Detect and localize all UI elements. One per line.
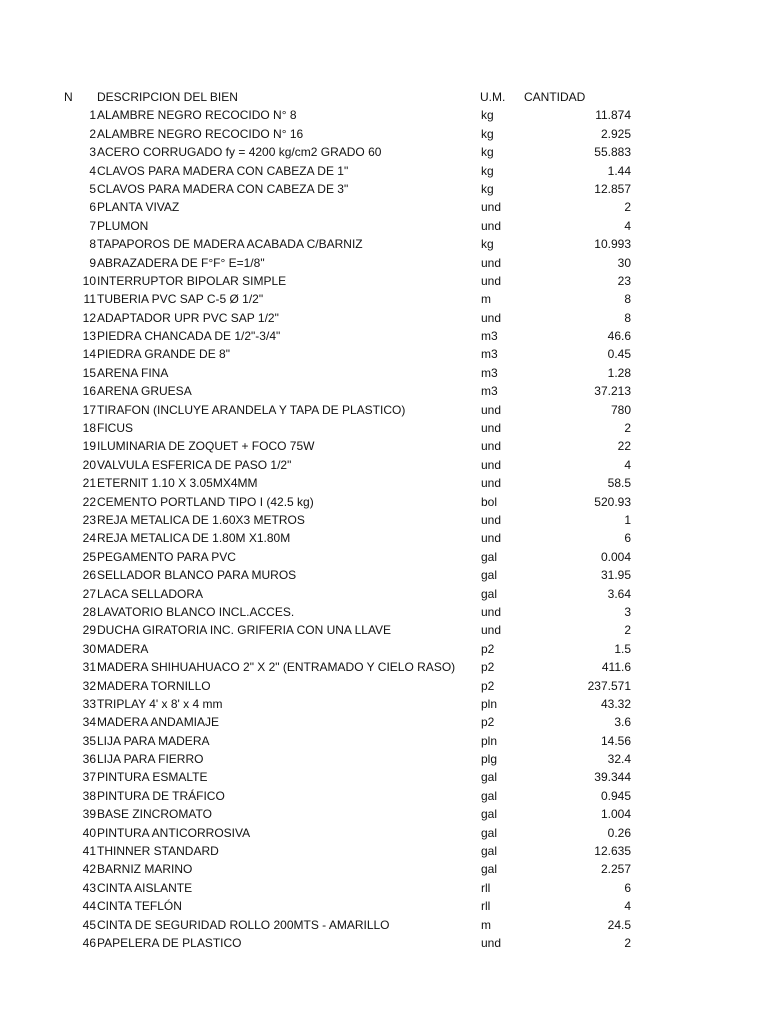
item-number: 39: [82, 807, 96, 822]
item-quantity: 1: [624, 512, 631, 527]
item-quantity: 2: [624, 935, 631, 950]
item-unit: rll: [481, 899, 491, 914]
item-description: PAPELERA DE PLASTICO: [97, 935, 242, 950]
item-quantity: 0.45: [607, 347, 631, 362]
table-row: [0, 272, 768, 290]
item-unit: und: [481, 604, 502, 619]
item-number: 31: [82, 660, 96, 675]
header-n: N: [64, 90, 73, 104]
item-number: 44: [82, 899, 96, 914]
item-unit: m3: [481, 329, 498, 344]
item-quantity: 0.004: [600, 549, 631, 564]
table-row: [0, 327, 768, 345]
item-quantity: 6: [624, 531, 631, 546]
item-unit: kg: [481, 126, 494, 141]
item-number: 25: [82, 549, 96, 564]
item-description: LIJA PARA MADERA: [97, 733, 210, 748]
item-quantity: 8: [624, 310, 631, 325]
item-unit: gal: [481, 770, 498, 785]
table-header-row: [0, 88, 768, 106]
item-number: 21: [82, 476, 96, 491]
table-row: [0, 566, 768, 584]
table-row: [0, 916, 768, 934]
item-description: VALVULA ESFERICA DE PASO 1/2": [97, 457, 292, 472]
item-description: TRIPLAY 4' x 8' x 4 mm: [97, 696, 223, 711]
item-description: ACERO CORRUGADO fy = 4200 kg/cm2 GRADO 60: [97, 145, 382, 160]
item-quantity: 55.883: [594, 145, 631, 160]
item-description: REJA METALICA DE 1.80M X1.80M: [97, 531, 291, 546]
item-quantity: 237.571: [587, 678, 631, 693]
item-unit: und: [481, 623, 502, 638]
item-quantity: 520.93: [594, 494, 631, 509]
item-description: DUCHA GIRATORIA INC. GRIFERIA CON UNA LLAVE: [97, 623, 392, 638]
item-number: 35: [82, 733, 96, 748]
item-unit: gal: [481, 586, 498, 601]
item-unit: m3: [481, 365, 498, 380]
item-quantity: 0.26: [607, 825, 631, 840]
item-quantity: 12.635: [594, 844, 631, 859]
item-number: 19: [82, 439, 96, 454]
item-number: 3: [89, 145, 96, 160]
table-row: [0, 401, 768, 419]
table-row: [0, 603, 768, 621]
item-number: 23: [82, 512, 96, 527]
item-number: 28: [82, 604, 96, 619]
item-description: PLANTA VIVAZ: [97, 200, 180, 215]
item-number: 6: [89, 200, 96, 215]
item-description: CLAVOS PARA MADERA CON CABEZA DE 3": [97, 181, 349, 196]
table-row: [0, 750, 768, 768]
item-quantity: 3: [624, 604, 631, 619]
item-description: SELLADOR BLANCO PARA MUROS: [97, 568, 297, 583]
item-quantity: 46.6: [607, 329, 631, 344]
table-row: [0, 125, 768, 143]
table-row: [0, 456, 768, 474]
table-row: [0, 824, 768, 842]
table-row: [0, 382, 768, 400]
item-unit: und: [481, 476, 502, 491]
item-number: 13: [82, 329, 96, 344]
item-number: 45: [82, 917, 96, 932]
item-unit: gal: [481, 568, 498, 583]
item-description: PINTURA ANTICORROSIVA: [97, 825, 251, 840]
item-description: MADERA SHIHUAHUACO 2" X 2" (ENTRAMADO Y CIELO RASO): [97, 660, 456, 675]
item-unit: m: [481, 917, 491, 932]
item-quantity: 39.344: [594, 770, 631, 785]
header-um: U.M.: [480, 90, 506, 104]
item-description: ETERNIT 1.10 X 3.05MX4MM: [97, 476, 258, 491]
item-quantity: 11.874: [595, 108, 631, 123]
item-quantity: 10.993: [594, 237, 631, 252]
item-quantity: 12.857: [594, 181, 631, 196]
item-unit: p2: [481, 641, 495, 656]
item-description: TUBERIA PVC SAP C-5 Ø 1/2": [97, 292, 264, 307]
table-row: [0, 585, 768, 603]
item-number: 16: [82, 384, 96, 399]
item-unit: m: [481, 292, 491, 307]
item-description: BASE ZINCROMATO: [97, 807, 212, 822]
item-quantity: 3.6: [614, 715, 631, 730]
item-description: MADERA TORNILLO: [97, 678, 211, 693]
item-description: LIJA PARA FIERRO: [97, 752, 204, 767]
table-row: [0, 235, 768, 253]
item-number: 43: [82, 880, 96, 895]
item-unit: gal: [481, 862, 498, 877]
materials-table: [0, 88, 768, 952]
item-description: CINTA TEFLÓN: [97, 899, 182, 914]
table-row: [0, 787, 768, 805]
table-row: [0, 897, 768, 915]
item-unit: kg: [481, 163, 494, 178]
item-unit: kg: [481, 108, 494, 123]
item-unit: und: [481, 255, 502, 270]
table-row: [0, 364, 768, 382]
item-quantity: 3.64: [607, 586, 631, 601]
item-number: 20: [82, 457, 96, 472]
item-number: 17: [82, 402, 96, 417]
table-row: [0, 217, 768, 235]
item-quantity: 1.44: [607, 163, 631, 178]
table-row: [0, 529, 768, 547]
item-description: PLUMON: [97, 218, 149, 233]
item-quantity: 58.5: [607, 476, 631, 491]
item-unit: gal: [481, 807, 498, 822]
item-number: 7: [89, 218, 96, 233]
item-unit: kg: [481, 145, 494, 160]
table-body: [0, 106, 768, 952]
table-row: [0, 768, 768, 786]
item-quantity: 23: [617, 273, 631, 288]
item-description: ALAMBRE NEGRO RECOCIDO N° 8: [97, 108, 297, 123]
item-number: 37: [82, 770, 96, 785]
item-number: 41: [82, 844, 96, 859]
item-quantity: 2.925: [600, 126, 631, 141]
item-quantity: 14.56: [600, 733, 631, 748]
item-number: 15: [82, 365, 96, 380]
item-description: ABRAZADERA DE F°F° E=1/8": [97, 255, 265, 270]
item-number: 33: [82, 696, 96, 711]
item-quantity: 1.28: [607, 365, 631, 380]
item-number: 14: [82, 347, 96, 362]
item-quantity: 4: [624, 457, 631, 472]
item-description: REJA METALICA DE 1.60X3 METROS: [97, 512, 305, 527]
item-description: PEGAMENTO PARA PVC: [97, 549, 236, 564]
table-row: [0, 345, 768, 363]
item-number: 29: [82, 623, 96, 638]
item-number: 2: [89, 126, 96, 141]
table-row: [0, 106, 768, 124]
table-row: [0, 860, 768, 878]
item-quantity: 22: [617, 439, 631, 454]
item-description: PIEDRA CHANCADA DE 1/2"-3/4": [97, 329, 281, 344]
item-description: MADERA: [97, 641, 149, 656]
item-quantity: 31.95: [600, 568, 631, 583]
item-description: CINTA DE SEGURIDAD ROLLO 200MTS - AMARILLO: [97, 917, 390, 932]
table-row: [0, 677, 768, 695]
item-description: LACA SELLADORA: [97, 586, 204, 601]
item-unit: gal: [481, 788, 498, 803]
item-number: 12: [82, 310, 96, 325]
item-unit: und: [481, 218, 502, 233]
header-cantidad: CANTIDAD: [524, 90, 586, 104]
item-description: MADERA ANDAMIAJE: [97, 715, 220, 730]
table-row: [0, 493, 768, 511]
item-unit: plg: [481, 752, 498, 767]
table-row: [0, 437, 768, 455]
item-quantity: 0.945: [600, 788, 631, 803]
item-number: 38: [82, 788, 96, 803]
item-unit: und: [481, 512, 502, 527]
item-number: 4: [89, 163, 96, 178]
item-quantity: 43.32: [600, 696, 631, 711]
item-unit: bol: [481, 494, 498, 509]
item-description: CINTA AISLANTE: [97, 880, 193, 895]
item-number: 22: [82, 494, 96, 509]
item-unit: und: [481, 531, 502, 546]
item-description: ALAMBRE NEGRO RECOCIDO N° 16: [97, 126, 304, 141]
item-number: 1: [89, 108, 96, 123]
item-quantity: 1.004: [600, 807, 631, 822]
item-description: PINTURA ESMALTE: [97, 770, 208, 785]
table-row: [0, 474, 768, 492]
item-unit: rll: [481, 880, 491, 895]
item-number: 36: [82, 752, 96, 767]
item-number: 10: [82, 273, 96, 288]
item-unit: und: [481, 457, 502, 472]
item-unit: und: [481, 310, 502, 325]
item-number: 8: [89, 237, 96, 252]
item-description: TIRAFON (INCLUYE ARANDELA Y TAPA DE PLASTICO): [97, 402, 406, 417]
item-number: 46: [82, 935, 96, 950]
item-unit: und: [481, 273, 502, 288]
item-description: BARNIZ MARINO: [97, 862, 193, 877]
item-number: 18: [82, 421, 96, 436]
item-number: 24: [82, 531, 96, 546]
item-number: 9: [89, 255, 96, 270]
item-unit: m3: [481, 384, 498, 399]
item-number: 40: [82, 825, 96, 840]
item-number: 34: [82, 715, 96, 730]
item-quantity: 2: [624, 623, 631, 638]
table-row: [0, 732, 768, 750]
item-quantity: 2.257: [600, 862, 631, 877]
table-row: [0, 805, 768, 823]
item-description: TAPAPOROS DE MADERA ACABADA C/BARNIZ: [97, 237, 363, 252]
table-row: [0, 658, 768, 676]
item-number: 26: [82, 568, 96, 583]
table-row: [0, 713, 768, 731]
table-row: [0, 511, 768, 529]
item-quantity: 1.5: [614, 641, 631, 656]
item-quantity: 2: [624, 421, 631, 436]
item-quantity: 4: [624, 899, 631, 914]
item-description: FICUS: [97, 421, 133, 436]
item-unit: m3: [481, 347, 498, 362]
item-quantity: 8: [624, 292, 631, 307]
item-quantity: 780: [610, 402, 631, 417]
item-unit: p2: [481, 715, 495, 730]
item-unit: und: [481, 421, 502, 436]
table-row: [0, 143, 768, 161]
item-unit: gal: [481, 844, 498, 859]
table-row: [0, 621, 768, 639]
item-number: 42: [82, 862, 96, 877]
item-quantity: 37.213: [594, 384, 631, 399]
table-row: [0, 548, 768, 566]
item-description: ARENA GRUESA: [97, 384, 192, 399]
item-number: 5: [89, 181, 96, 196]
item-description: PINTURA DE TRÁFICO: [97, 788, 225, 803]
table-row: [0, 879, 768, 897]
item-unit: gal: [481, 549, 498, 564]
item-unit: kg: [481, 181, 494, 196]
table-row: [0, 254, 768, 272]
item-quantity: 30: [617, 255, 631, 270]
item-unit: kg: [481, 237, 494, 252]
item-description: CEMENTO PORTLAND TIPO I (42.5 kg): [97, 494, 314, 509]
item-unit: p2: [481, 660, 495, 675]
item-description: THINNER STANDARD: [97, 844, 219, 859]
item-number: 30: [82, 641, 96, 656]
item-description: PIEDRA GRANDE DE 8": [97, 347, 230, 362]
item-unit: und: [481, 935, 502, 950]
item-description: ARENA FINA: [97, 365, 169, 380]
item-description: INTERRUPTOR BIPOLAR SIMPLE: [97, 273, 287, 288]
item-number: 11: [83, 292, 96, 307]
table-row: [0, 180, 768, 198]
item-description: LAVATORIO BLANCO INCL.ACCES.: [97, 604, 295, 619]
table-row: [0, 290, 768, 308]
item-quantity: 32.4: [607, 752, 631, 767]
item-number: 32: [82, 678, 96, 693]
item-description: CLAVOS PARA MADERA CON CABEZA DE 1": [97, 163, 349, 178]
table-row: [0, 695, 768, 713]
item-unit: pln: [481, 733, 498, 748]
item-unit: und: [481, 402, 502, 417]
item-unit: pln: [481, 696, 498, 711]
table-row: [0, 640, 768, 658]
table-row: [0, 934, 768, 952]
item-quantity: 24.5: [607, 917, 631, 932]
item-quantity: 6: [624, 880, 631, 895]
item-unit: gal: [481, 825, 498, 840]
item-description: ILUMINARIA DE ZOQUET + FOCO 75W: [97, 439, 315, 454]
item-unit: und: [481, 439, 502, 454]
header-descripcion: DESCRIPCION DEL BIEN: [97, 90, 238, 104]
item-quantity: 4: [624, 218, 631, 233]
table-row: [0, 309, 768, 327]
item-quantity: 2: [624, 200, 631, 215]
table-row: [0, 198, 768, 216]
item-quantity: 411.6: [601, 660, 631, 675]
item-unit: und: [481, 200, 502, 215]
table-row: [0, 162, 768, 180]
item-number: 27: [82, 586, 96, 601]
table-row: [0, 842, 768, 860]
item-unit: p2: [481, 678, 495, 693]
table-row: [0, 419, 768, 437]
item-description: ADAPTADOR UPR PVC SAP 1/2": [97, 310, 279, 325]
